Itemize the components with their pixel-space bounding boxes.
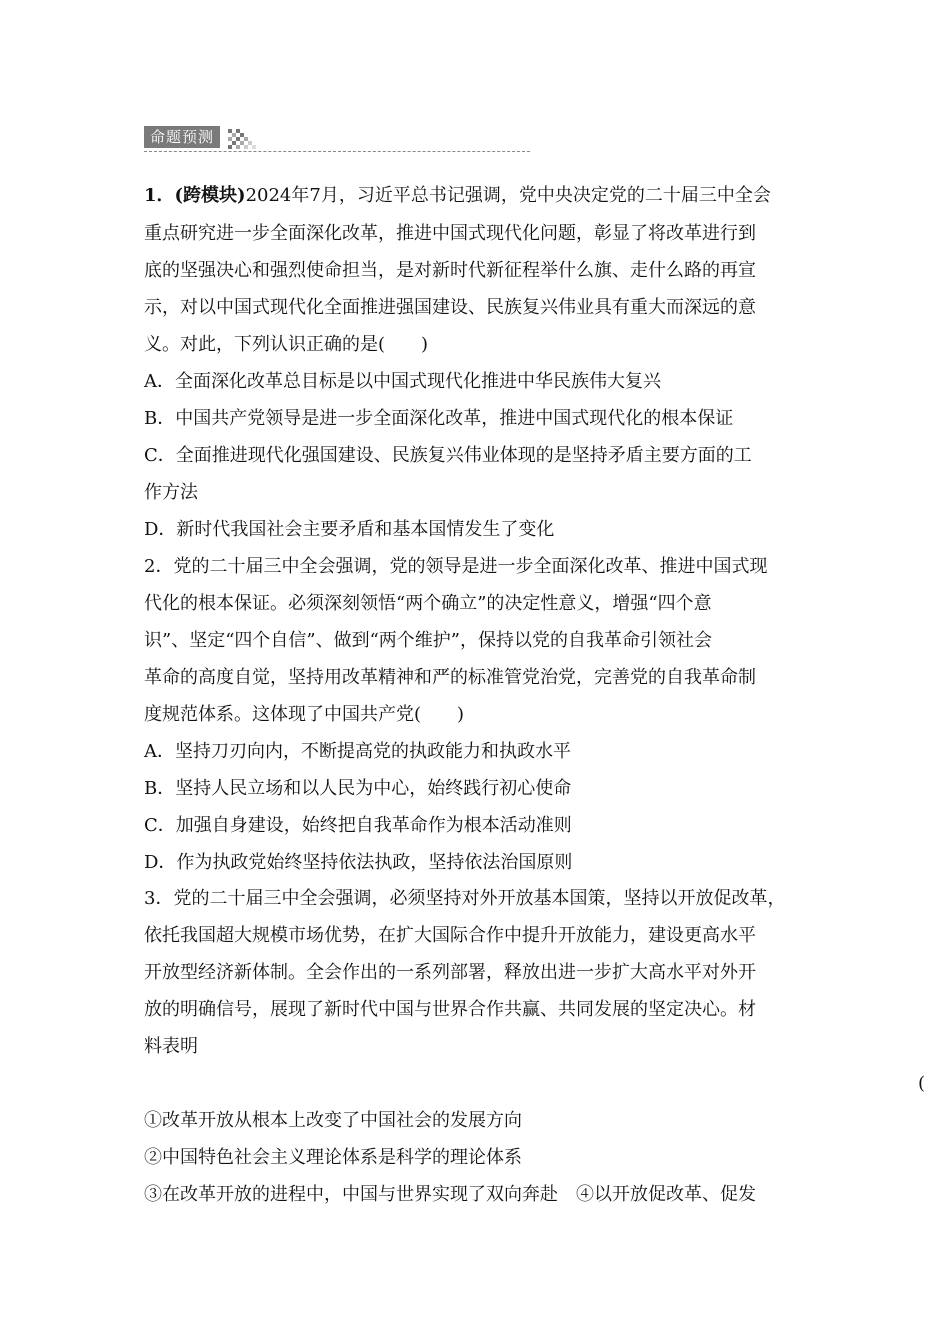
q1-option-c-cont: 作方法 (144, 482, 198, 503)
header-divider (144, 151, 530, 152)
q2-stem-line: 革命的高度自觉，坚持用改革精神和严的标准管党治党，完善党的自我革命制 (144, 667, 756, 688)
q2-stem-line: 度规范体系。这体现了中国共产党( ) (144, 704, 465, 725)
q1-stem-line: 1．(跨模块)2024年7月，习近平总书记强调，党中央决定党的二十届三中全会 (144, 185, 771, 206)
q2-option-c: C．加强自身建设，始终把自我革命作为根本活动准则 (144, 815, 572, 836)
q2-option-b: B．坚持人民立场和以人民为中心，始终践行初心使命 (144, 778, 572, 799)
checker-pattern-icon (228, 127, 260, 149)
q2-stem-line: 识”、坚定“四个自信”、做到“两个维护”，保持以党的自我革命引领社会 (144, 630, 713, 651)
q3-stem-line: 料表明 (144, 1036, 198, 1057)
q1-stem-line: 底的坚强决心和强烈使命担当，是对新时代新征程举什么旗、走什么路的再宣 (144, 260, 756, 281)
q2-option-d: D．作为执政党始终坚持依法执政，坚持依法治国原则 (144, 852, 573, 873)
section-header (144, 126, 530, 152)
q2-stem-line: 2．党的二十届三中全会强调，党的领导是进一步全面深化改革、推进中国式现 (144, 556, 768, 577)
q1-number: 1． (144, 185, 175, 206)
q3-item-1: ①改革开放从根本上改变了中国社会的发展方向 (144, 1110, 522, 1131)
q1-option-c: C．全面推进现代化强国建设、民族复兴伟业体现的是坚持矛盾主要方面的工 (144, 445, 752, 466)
q1-option-d: D．新时代我国社会主要矛盾和基本国情发生了变化 (144, 519, 555, 540)
q3-answer-paren: ( (918, 1073, 926, 1094)
section-title: 命题预测 (144, 126, 220, 148)
q2-option-a: A．坚持刀刃向内，不断提高党的执政能力和执政水平 (144, 741, 571, 762)
q3-stem-line: 开放型经济新体制。全会作出的一系列部署，释放出进一步扩大高水平对外开 (144, 962, 756, 983)
q3-item-3-4: ③在改革开放的进程中，中国与世界实现了双向奔赴 ④以开放促改革、促发 (144, 1184, 756, 1205)
q1-stem-line: 重点研究进一步全面深化改革，推进中国式现代化问题，彰显了将改革进行到 (144, 223, 756, 244)
q3-stem-line: 3．党的二十届三中全会强调，必须坚持对外开放基本国策，坚持以开放促改革， (144, 888, 786, 909)
q1-option-b: B．中国共产党领导是进一步全面深化改革，推进中国式现代化的根本保证 (144, 408, 734, 429)
q2-stem-line: 代化的根本保证。必须深刻领悟“两个确立”的决定性意义，增强“四个意 (144, 593, 712, 614)
q3-stem-line: 放的明确信号，展现了新时代中国与世界合作共赢、共同发展的坚定决心。材 (144, 999, 756, 1020)
q3-item-2: ②中国特色社会主义理论体系是科学的理论体系 (144, 1147, 522, 1168)
q1-tag: (跨模块) (174, 185, 246, 206)
q1-stem-line: 示，对以中国式现代化全面推进强国建设、民族复兴伟业具有重大而深远的意 (144, 297, 756, 318)
q3-stem-line: 依托我国超大规模市场优势，在扩大国际合作中提升开放能力，建设更高水平 (144, 925, 756, 946)
q1-stem-line: 义。对此，下列认识正确的是( ) (144, 334, 429, 355)
q1-option-a: A．全面深化改革总目标是以中国式现代化推进中华民族伟大复兴 (144, 371, 661, 392)
